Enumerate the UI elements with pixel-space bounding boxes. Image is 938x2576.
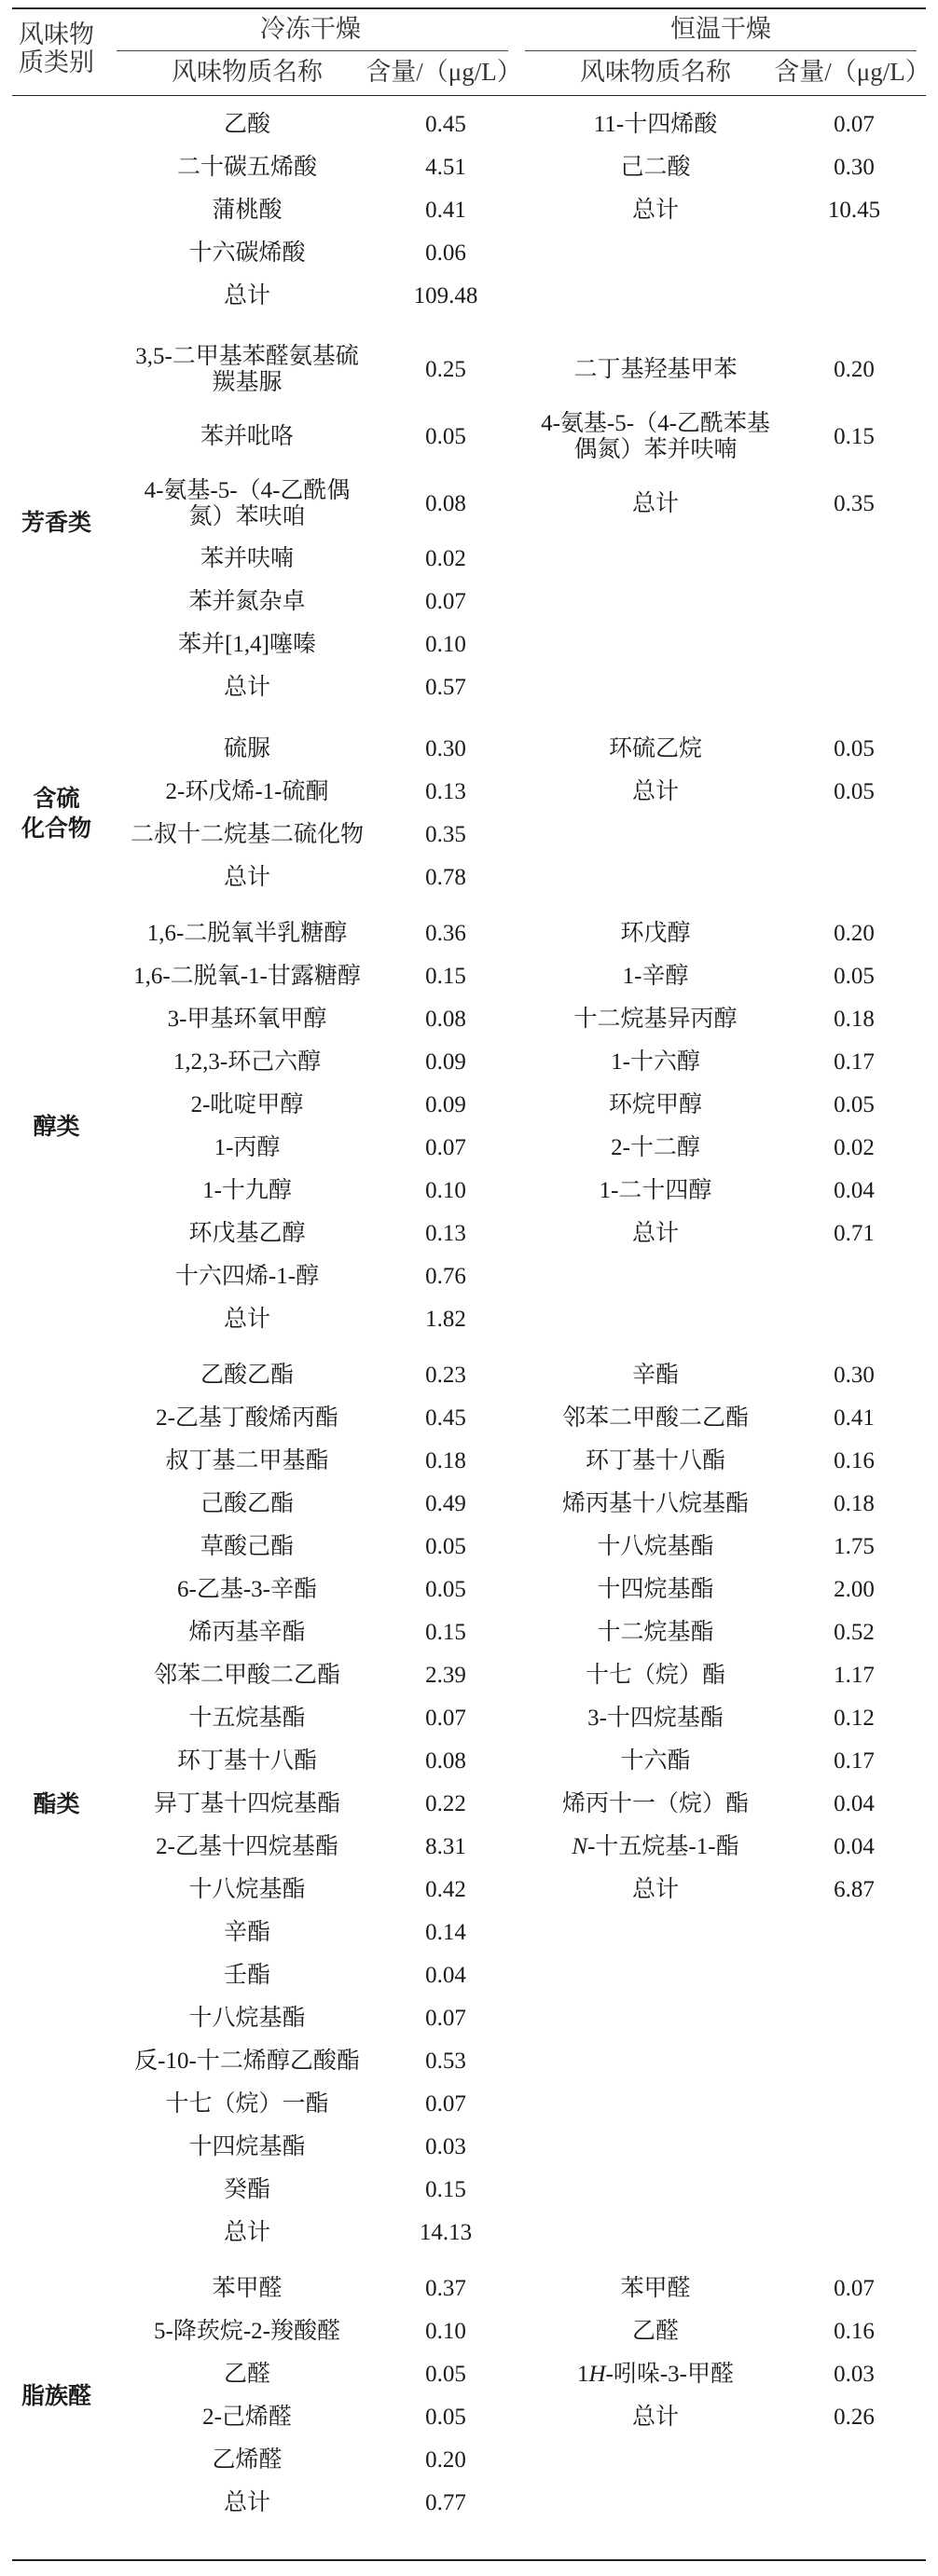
freeze-compound-name: 癸酯 [223, 2177, 270, 2202]
freeze-compound-content: 0.13 [425, 779, 466, 804]
category-label: 芳香类 [21, 509, 91, 536]
freeze-compound-name: 3,5-二甲基苯醛氨基硫 羰基脲 [135, 344, 359, 395]
constant-compound-name: 1-辛醇 [622, 964, 689, 989]
freeze-compound-content: 8.31 [425, 1834, 466, 1859]
freeze-compound-name: 乙醛 [223, 2362, 270, 2387]
constant-compound-content: 0.17 [834, 1049, 875, 1075]
freeze-compound-content: 0.13 [425, 1221, 466, 1246]
freeze-compound-content: 0.25 [425, 357, 466, 382]
constant-compound-content: 0.02 [834, 1135, 875, 1160]
freeze-compound-name: 2-环戊烯-1-硫酮 [165, 779, 329, 804]
constant-compound-content: 0.41 [834, 1405, 875, 1431]
freeze-compound-content: 0.09 [425, 1049, 466, 1075]
category-label: 含硫 化合物 [21, 785, 91, 842]
freeze-compound-name: 总计 [223, 1307, 270, 1332]
freeze-dry-group-header: 冷冻干燥 [260, 15, 361, 43]
constant-compound-name: 总计 [631, 1877, 679, 1902]
freeze-compound-content: 0.77 [425, 2490, 466, 2515]
constant-compound-name: 总计 [631, 1221, 679, 1246]
constant-compound-name: 辛酯 [631, 1363, 679, 1388]
freeze-compound-content: 4.51 [425, 155, 466, 180]
freeze-compound-name: 1-十九醇 [202, 1178, 292, 1203]
constant-group-underline [525, 50, 917, 51]
constant-compound-content: 6.87 [834, 1877, 875, 1902]
freeze-compound-name: 1-丙醇 [214, 1135, 281, 1160]
freeze-compound-name: 辛酯 [223, 1920, 270, 1945]
freeze-compound-content: 0.02 [425, 546, 466, 571]
constant-compound-content: 0.05 [834, 779, 875, 804]
freeze-compound-content: 109.48 [413, 283, 478, 308]
constant-compound-name: 二丁基羟基甲苯 [573, 357, 738, 382]
freeze-compound-name: 乙酸乙酯 [200, 1363, 294, 1388]
freeze-compound-content: 0.22 [425, 1791, 466, 1816]
freeze-compound-content: 0.05 [425, 2405, 466, 2430]
freeze-compound-content: 0.41 [425, 198, 466, 223]
constant-compound-content: 0.35 [834, 491, 875, 516]
freeze-compound-content: 0.07 [425, 2006, 466, 2031]
freeze-compound-content: 0.08 [425, 491, 466, 516]
freeze-compound-content: 0.23 [425, 1363, 466, 1388]
freeze-compound-content: 0.45 [425, 112, 466, 137]
freeze-compound-content: 0.08 [425, 1748, 466, 1774]
freeze-compound-content: 0.05 [425, 1534, 466, 1559]
constant-compound-content: 0.18 [834, 1491, 875, 1516]
freeze-compound-name: 4-氨基-5-（4-乙酰偶 氮）苯呋咱 [144, 478, 351, 529]
constant-compound-content: 0.16 [834, 2319, 875, 2344]
freeze-compound-content: 0.05 [425, 2362, 466, 2387]
category-label: 醇类 [33, 1113, 80, 1140]
freeze-compound-name: 2-乙基十四烷基酯 [156, 1834, 338, 1859]
constant-compound-content: 0.04 [834, 1791, 875, 1816]
constant-compound-content: 0.17 [834, 1748, 875, 1774]
constant-compound-content: 1.75 [834, 1534, 875, 1559]
freeze-compound-content: 0.14 [425, 1920, 466, 1945]
constant-compound-name: N -十五烷基-1-酯 [572, 1834, 739, 1859]
freeze-compound-name: 苯并氮杂卓 [188, 589, 306, 614]
constant-compound-name: 乙醛 [631, 2319, 679, 2344]
constant-compound-content: 0.05 [834, 1092, 875, 1117]
freeze-compound-content: 0.37 [425, 2276, 466, 2301]
constant-compound-name: 十七（烷）酯 [585, 1663, 725, 1688]
freeze-compound-name: 十七（烷）一酯 [165, 2091, 329, 2117]
header-rule [12, 95, 926, 96]
freeze-compound-content: 0.18 [425, 1448, 466, 1473]
freeze-compound-name: 烯丙基辛酯 [188, 1620, 306, 1645]
freeze-content-col-header: 含量/（μg/L） [366, 58, 522, 86]
constant-compound-content: 1.17 [834, 1663, 875, 1688]
freeze-compound-name: 苯并吡咯 [200, 424, 294, 449]
freeze-compound-name: 反-10-十二烯醇乙酸酯 [134, 2048, 360, 2074]
freeze-compound-name: 2-吡啶甲醇 [190, 1092, 304, 1117]
constant-compound-name: 4-氨基-5-（4-乙酰苯基 偶氮）苯并呋喃 [541, 411, 770, 462]
freeze-compound-content: 0.15 [425, 2177, 466, 2202]
freeze-compound-name: 苯甲醛 [212, 2276, 283, 2301]
freeze-compound-name: 十八烷基酯 [188, 2006, 306, 2031]
freeze-compound-name: 6-乙基-3-辛酯 [177, 1577, 317, 1602]
freeze-group-underline [117, 50, 508, 51]
freeze-compound-name: 十四烷基酯 [188, 2134, 306, 2159]
constant-compound-content: 0.20 [834, 921, 875, 946]
constant-compound-name: 苯甲醛 [620, 2276, 691, 2301]
freeze-compound-content: 0.45 [425, 1405, 466, 1431]
constant-compound-name: 总计 [631, 2405, 679, 2430]
freeze-compound-content: 0.07 [425, 1706, 466, 1731]
constant-compound-name: 烯丙基十八烷基酯 [561, 1491, 749, 1516]
constant-name-col-header: 风味物质名称 [580, 58, 731, 86]
constant-compound-name: 邻苯二甲酸二乙酯 [561, 1405, 749, 1431]
freeze-compound-name: 十六碳烯酸 [188, 240, 306, 266]
freeze-compound-name: 总计 [223, 865, 270, 890]
freeze-compound-name: 草酸己酯 [200, 1534, 294, 1559]
constant-compound-content: 0.04 [834, 1834, 875, 1859]
freeze-compound-name: 邻苯二甲酸二乙酯 [153, 1663, 340, 1688]
constant-compound-name: 总计 [631, 779, 679, 804]
freeze-compound-content: 0.49 [425, 1491, 466, 1516]
constant-compound-name: 1 H -吲哚-3-甲醛 [576, 2362, 735, 2387]
constant-compound-name: 环戊醇 [620, 921, 691, 946]
freeze-compound-name: 苯并呋喃 [200, 546, 294, 571]
constant-compound-name: 己二酸 [620, 155, 691, 180]
freeze-compound-content: 0.10 [425, 632, 466, 657]
freeze-compound-content: 0.42 [425, 1877, 466, 1902]
freeze-compound-content: 1.82 [425, 1307, 466, 1332]
constant-compound-name: 环硫乙烷 [608, 736, 702, 761]
freeze-compound-content: 0.78 [425, 865, 466, 890]
freeze-compound-name: 1,6-二脱氧半乳糖醇 [146, 921, 348, 946]
constant-compound-name: 3-十四烷基酯 [587, 1706, 724, 1731]
freeze-compound-name: 3-甲基环氧甲醇 [167, 1007, 327, 1032]
freeze-compound-content: 14.13 [419, 2220, 473, 2245]
constant-compound-content: 0.18 [834, 1007, 875, 1032]
freeze-compound-name: 1,6-二脱氧-1-甘露糖醇 [133, 964, 361, 989]
freeze-compound-name: 总计 [223, 283, 270, 308]
freeze-compound-content: 0.03 [425, 2134, 466, 2159]
freeze-compound-content: 0.10 [425, 1178, 466, 1203]
freeze-compound-name: 硫脲 [223, 736, 270, 761]
freeze-compound-content: 0.76 [425, 1264, 466, 1289]
freeze-compound-name: 乙酸 [223, 112, 270, 137]
constant-compound-content: 0.16 [834, 1448, 875, 1473]
freeze-compound-name: 十六四烯-1-醇 [174, 1264, 320, 1289]
constant-compound-name: 烯丙十一（烷）酯 [561, 1791, 749, 1816]
constant-compound-content: 0.30 [834, 155, 875, 180]
constant-compound-name: 十二烷基异丙醇 [573, 1007, 738, 1032]
bottom-rule [12, 2559, 926, 2561]
freeze-compound-content: 0.30 [425, 736, 466, 761]
freeze-compound-content: 0.07 [425, 2091, 466, 2117]
freeze-compound-content: 0.15 [425, 964, 466, 989]
constant-compound-content: 0.20 [834, 357, 875, 382]
constant-compound-content: 0.12 [834, 1706, 875, 1731]
constant-compound-name: 总计 [631, 491, 679, 516]
constant-compound-content: 2.00 [834, 1577, 875, 1602]
constant-compound-name: 十六酯 [620, 1748, 691, 1774]
constant-compound-name: 环丁基十八酯 [585, 1448, 725, 1473]
freeze-compound-content: 0.04 [425, 1963, 466, 1988]
freeze-compound-content: 0.06 [425, 240, 466, 266]
constant-compound-content: 10.45 [827, 198, 881, 223]
freeze-compound-content: 0.15 [425, 1620, 466, 1645]
freeze-compound-name: 二叔十二烷基二硫化物 [130, 822, 364, 847]
freeze-compound-content: 0.57 [425, 675, 466, 700]
freeze-compound-name: 苯并[1,4]噻嗪 [178, 632, 316, 657]
constant-compound-name: 环烷甲醇 [608, 1092, 702, 1117]
freeze-compound-name: 乙烯醛 [212, 2447, 283, 2473]
constant-compound-name: 十二烷基酯 [597, 1620, 714, 1645]
freeze-compound-name: 2-己烯醛 [202, 2405, 292, 2430]
top-rule [12, 7, 926, 9]
constant-compound-name: 十八烷基酯 [597, 1534, 714, 1559]
freeze-compound-name: 蒲桃酸 [212, 198, 283, 223]
freeze-compound-name: 5-降莰烷-2-羧酸醛 [154, 2319, 340, 2344]
constant-compound-content: 0.07 [834, 2276, 875, 2301]
freeze-compound-name: 十五烷基酯 [188, 1706, 306, 1731]
freeze-compound-content: 0.07 [425, 589, 466, 614]
constant-compound-name: 11-十四烯酸 [593, 112, 718, 137]
freeze-compound-name: 总计 [223, 2220, 270, 2245]
constant-compound-name: 1-二十四醇 [599, 1178, 712, 1203]
freeze-compound-name: 2-乙基丁酸烯丙酯 [156, 1405, 338, 1431]
constant-content-col-header: 含量/（μg/L） [774, 58, 931, 86]
constant-compound-name: 十四烷基酯 [597, 1577, 714, 1602]
constant-temp-group-header: 恒温干燥 [670, 15, 771, 43]
freeze-compound-content: 0.53 [425, 2048, 466, 2074]
freeze-compound-name: 二十碳五烯酸 [176, 155, 317, 180]
category-header: 风味物 质类别 [19, 21, 94, 76]
freeze-compound-content: 0.36 [425, 921, 466, 946]
freeze-compound-name: 环戊基乙醇 [188, 1221, 306, 1246]
constant-compound-content: 0.07 [834, 112, 875, 137]
freeze-compound-name: 异丁基十四烷基酯 [153, 1791, 340, 1816]
constant-compound-name: 1-十六醇 [611, 1049, 700, 1075]
constant-compound-content: 0.52 [834, 1620, 875, 1645]
freeze-compound-content: 0.08 [425, 1007, 466, 1032]
freeze-compound-content: 0.10 [425, 2319, 466, 2344]
freeze-compound-content: 0.20 [425, 2447, 466, 2473]
freeze-compound-name: 叔丁基二甲基酯 [165, 1448, 329, 1473]
constant-compound-name: 2-十二醇 [611, 1135, 700, 1160]
constant-compound-content: 0.26 [834, 2405, 875, 2430]
freeze-compound-content: 2.39 [425, 1663, 466, 1688]
constant-compound-content: 0.03 [834, 2362, 875, 2387]
freeze-compound-content: 0.07 [425, 1135, 466, 1160]
freeze-compound-content: 0.05 [425, 1577, 466, 1602]
category-label: 脂族醛 [21, 2382, 91, 2409]
constant-compound-content: 0.71 [834, 1221, 875, 1246]
freeze-compound-content: 0.05 [425, 424, 466, 449]
freeze-compound-name: 1,2,3-环己六醇 [172, 1049, 322, 1075]
freeze-name-col-header: 风味物质名称 [172, 58, 323, 86]
freeze-compound-content: 0.09 [425, 1092, 466, 1117]
constant-compound-content: 0.05 [834, 964, 875, 989]
freeze-compound-name: 十八烷基酯 [188, 1877, 306, 1902]
freeze-compound-name: 总计 [223, 675, 270, 700]
freeze-compound-name: 总计 [223, 2490, 270, 2515]
constant-compound-name: 总计 [631, 198, 679, 223]
constant-compound-content: 0.30 [834, 1363, 875, 1388]
constant-compound-content: 0.15 [834, 424, 875, 449]
freeze-compound-name: 环丁基十八酯 [176, 1748, 317, 1774]
category-label: 酯类 [33, 1790, 80, 1817]
freeze-compound-name: 壬酯 [223, 1963, 270, 1988]
constant-compound-content: 0.05 [834, 736, 875, 761]
constant-compound-content: 0.04 [834, 1178, 875, 1203]
freeze-compound-content: 0.35 [425, 822, 466, 847]
freeze-compound-name: 己酸乙酯 [200, 1491, 294, 1516]
